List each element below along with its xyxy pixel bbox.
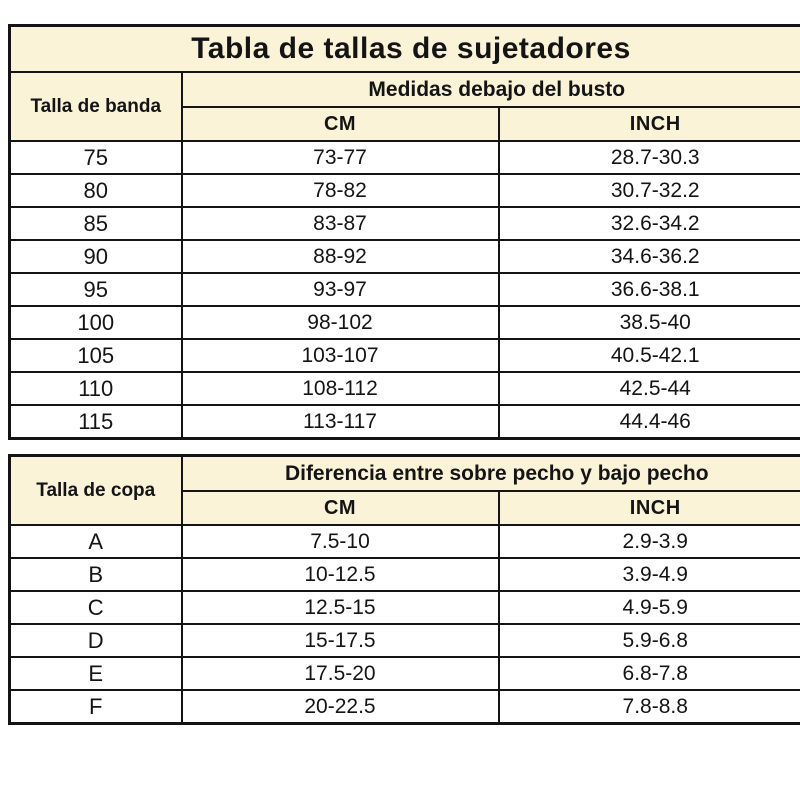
cm-cell: 108-112 xyxy=(182,372,499,405)
cup-cm-header: CM xyxy=(182,491,499,525)
inch-cell: 7.8-8.8 xyxy=(499,690,800,724)
size-cell: A xyxy=(10,525,182,558)
table-row xyxy=(10,624,800,657)
cm-cell: 73-77 xyxy=(182,141,499,174)
inch-cell: 32.6-34.2 xyxy=(499,207,800,240)
table-row xyxy=(10,174,800,207)
inch-cell: 36.6-38.1 xyxy=(499,273,800,306)
band-cm-header: CM xyxy=(182,107,499,141)
group-header-row xyxy=(10,72,800,107)
table-row xyxy=(10,339,800,372)
size-cell: 85 xyxy=(10,207,182,240)
table-row xyxy=(10,405,800,439)
inch-cell: 3.9-4.9 xyxy=(499,558,800,591)
inch-cell: 6.8-7.8 xyxy=(499,657,800,690)
inch-cell: 44.4-46 xyxy=(499,405,800,439)
cm-cell: 98-102 xyxy=(182,306,499,339)
size-cell: 115 xyxy=(10,405,182,439)
size-cell: 110 xyxy=(10,372,182,405)
cm-cell: 12.5-15 xyxy=(182,591,499,624)
size-cell: 90 xyxy=(10,240,182,273)
table-row xyxy=(10,591,800,624)
table-row xyxy=(10,525,800,558)
size-cell: F xyxy=(10,690,182,724)
size-cell: 75 xyxy=(10,141,182,174)
cm-cell: 88-92 xyxy=(182,240,499,273)
table-row xyxy=(10,558,800,591)
inch-cell: 4.9-5.9 xyxy=(499,591,800,624)
table-row xyxy=(10,141,800,174)
size-cell: C xyxy=(10,591,182,624)
cup-table-body xyxy=(10,525,800,724)
cm-cell: 113-117 xyxy=(182,405,499,439)
size-cell: 80 xyxy=(10,174,182,207)
cm-cell: 10-12.5 xyxy=(182,558,499,591)
table-row xyxy=(10,657,800,690)
size-cell: 95 xyxy=(10,273,182,306)
size-cell: 105 xyxy=(10,339,182,372)
band-group-header: Medidas debajo del busto xyxy=(182,72,800,107)
cm-cell: 20-22.5 xyxy=(182,690,499,724)
cup-group-header: Diferencia entre sobre pecho y bajo pecho xyxy=(182,456,800,492)
size-chart-sheet xyxy=(8,24,800,725)
table-row xyxy=(10,273,800,306)
inch-cell: 38.5-40 xyxy=(499,306,800,339)
cup-inch-header: INCH xyxy=(499,491,800,525)
table-row xyxy=(10,306,800,339)
inch-cell: 2.9-3.9 xyxy=(499,525,800,558)
size-cell: E xyxy=(10,657,182,690)
cup-size-table xyxy=(8,454,800,725)
table-row xyxy=(10,372,800,405)
cm-cell: 83-87 xyxy=(182,207,499,240)
cm-cell: 15-17.5 xyxy=(182,624,499,657)
band-size-table xyxy=(8,24,800,440)
size-cell: D xyxy=(10,624,182,657)
table-title-row xyxy=(10,26,800,73)
cm-cell: 7.5-10 xyxy=(182,525,499,558)
cm-cell: 93-97 xyxy=(182,273,499,306)
table-row xyxy=(10,207,800,240)
band-inch-header: INCH xyxy=(499,107,800,141)
inch-cell: 28.7-30.3 xyxy=(499,141,800,174)
table-row xyxy=(10,690,800,724)
inch-cell: 30.7-32.2 xyxy=(499,174,800,207)
cm-cell: 103-107 xyxy=(182,339,499,372)
band-table-body xyxy=(10,141,800,439)
size-cell: B xyxy=(10,558,182,591)
inch-cell: 40.5-42.1 xyxy=(499,339,800,372)
inch-cell: 42.5-44 xyxy=(499,372,800,405)
cm-cell: 17.5-20 xyxy=(182,657,499,690)
band-table-title: Tabla de tallas de sujetadores xyxy=(10,26,800,73)
table-row xyxy=(10,240,800,273)
cup-size-column-header: Talla de copa xyxy=(10,456,182,526)
inch-cell: 5.9-6.8 xyxy=(499,624,800,657)
inch-cell: 34.6-36.2 xyxy=(499,240,800,273)
band-size-column-header: Talla de banda xyxy=(10,72,182,141)
cm-cell: 78-82 xyxy=(182,174,499,207)
size-cell: 100 xyxy=(10,306,182,339)
group-header-row xyxy=(10,456,800,492)
